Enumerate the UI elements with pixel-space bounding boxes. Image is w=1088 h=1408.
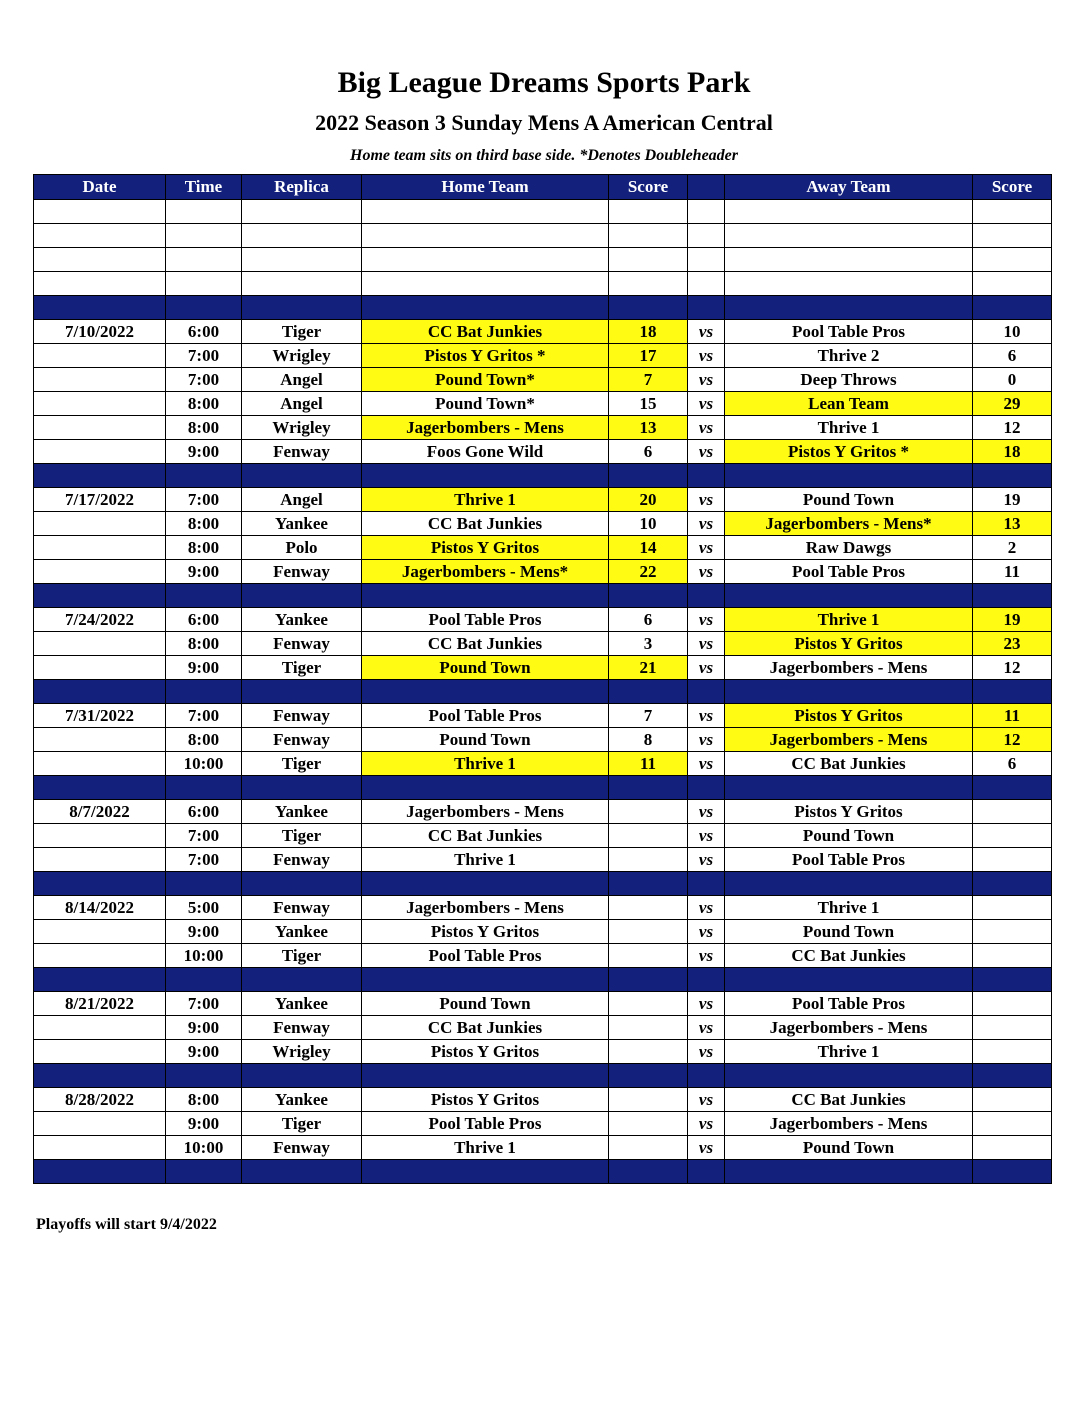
home-score-cell bbox=[609, 1136, 688, 1160]
home-team-cell: Thrive 1 bbox=[362, 1136, 609, 1160]
away-score-cell bbox=[973, 1040, 1052, 1064]
vs-label: vs bbox=[688, 728, 725, 752]
replica-cell: Fenway bbox=[242, 896, 362, 920]
time-cell: 9:00 bbox=[166, 1016, 242, 1040]
game-row bbox=[34, 1136, 1052, 1160]
game-row bbox=[34, 992, 1052, 1016]
away-team-cell: Thrive 2 bbox=[725, 344, 973, 368]
home-score-cell: 6 bbox=[609, 440, 688, 464]
time-cell: 9:00 bbox=[166, 920, 242, 944]
date-cell bbox=[34, 1040, 166, 1064]
away-team-cell: Jagerbombers - Mens bbox=[725, 1016, 973, 1040]
col-header-away-team: Away Team bbox=[725, 175, 973, 200]
game-row bbox=[34, 920, 1052, 944]
time-cell: 7:00 bbox=[166, 368, 242, 392]
away-team-cell: Thrive 1 bbox=[725, 896, 973, 920]
home-team-cell: Jagerbombers - Mens* bbox=[362, 560, 609, 584]
home-team-cell: Thrive 1 bbox=[362, 752, 609, 776]
time-cell: 7:00 bbox=[166, 704, 242, 728]
home-team-cell: Pound Town bbox=[362, 656, 609, 680]
week-separator bbox=[34, 968, 1052, 992]
away-score-cell bbox=[973, 800, 1052, 824]
home-score-cell bbox=[609, 1112, 688, 1136]
home-team-cell: Jagerbombers - Mens bbox=[362, 896, 609, 920]
home-team-cell: Jagerbombers - Mens bbox=[362, 800, 609, 824]
replica-cell: Tiger bbox=[242, 824, 362, 848]
date-cell bbox=[34, 824, 166, 848]
vs-label: vs bbox=[688, 536, 725, 560]
game-row bbox=[34, 344, 1052, 368]
home-team-cell: Thrive 1 bbox=[362, 848, 609, 872]
replica-cell: Fenway bbox=[242, 1016, 362, 1040]
game-row bbox=[34, 1088, 1052, 1112]
home-score-cell: 20 bbox=[609, 488, 688, 512]
date-cell bbox=[34, 536, 166, 560]
playoffs-note: Playoffs will start 9/4/2022 bbox=[36, 1216, 217, 1233]
week-separator bbox=[34, 584, 1052, 608]
replica-cell: Yankee bbox=[242, 1088, 362, 1112]
time-cell: 8:00 bbox=[166, 416, 242, 440]
game-row bbox=[34, 1016, 1052, 1040]
blank-row bbox=[34, 272, 1052, 296]
away-score-cell: 11 bbox=[973, 704, 1052, 728]
replica-cell: Polo bbox=[242, 536, 362, 560]
date-cell bbox=[34, 920, 166, 944]
game-row bbox=[34, 416, 1052, 440]
away-score-cell: 2 bbox=[973, 536, 1052, 560]
game-row bbox=[34, 632, 1052, 656]
game-row bbox=[34, 944, 1052, 968]
time-cell: 8:00 bbox=[166, 728, 242, 752]
home-score-cell: 3 bbox=[609, 632, 688, 656]
time-cell: 10:00 bbox=[166, 944, 242, 968]
date-cell: 8/14/2022 bbox=[34, 896, 166, 920]
vs-label: vs bbox=[688, 392, 725, 416]
home-team-cell: Pound Town* bbox=[362, 368, 609, 392]
week-separator bbox=[34, 296, 1052, 320]
date-cell bbox=[34, 656, 166, 680]
vs-label: vs bbox=[688, 1088, 725, 1112]
replica-cell: Yankee bbox=[242, 608, 362, 632]
game-row bbox=[34, 392, 1052, 416]
date-cell bbox=[34, 632, 166, 656]
game-row bbox=[34, 824, 1052, 848]
vs-label: vs bbox=[688, 320, 725, 344]
date-cell bbox=[34, 560, 166, 584]
away-score-cell: 23 bbox=[973, 632, 1052, 656]
time-cell: 6:00 bbox=[166, 320, 242, 344]
away-score-cell: 10 bbox=[973, 320, 1052, 344]
away-score-cell bbox=[973, 1136, 1052, 1160]
replica-cell: Wrigley bbox=[242, 416, 362, 440]
date-cell bbox=[34, 944, 166, 968]
away-score-cell bbox=[973, 992, 1052, 1016]
vs-label: vs bbox=[688, 416, 725, 440]
page-subtitle: 2022 Season 3 Sunday Mens A American Central bbox=[315, 110, 773, 135]
away-score-cell: 12 bbox=[973, 656, 1052, 680]
vs-label: vs bbox=[688, 896, 725, 920]
col-header-time: Time bbox=[166, 175, 242, 200]
vs-label: vs bbox=[688, 944, 725, 968]
time-cell: 5:00 bbox=[166, 896, 242, 920]
vs-label: vs bbox=[688, 800, 725, 824]
home-score-cell: 17 bbox=[609, 344, 688, 368]
date-cell bbox=[34, 1016, 166, 1040]
vs-label: vs bbox=[688, 1112, 725, 1136]
vs-label: vs bbox=[688, 512, 725, 536]
week-separator bbox=[34, 1064, 1052, 1088]
home-score-cell: 15 bbox=[609, 392, 688, 416]
vs-label: vs bbox=[688, 560, 725, 584]
date-cell: 8/21/2022 bbox=[34, 992, 166, 1016]
game-row bbox=[34, 656, 1052, 680]
game-row bbox=[34, 488, 1052, 512]
time-cell: 8:00 bbox=[166, 632, 242, 656]
away-team-cell: Pound Town bbox=[725, 1136, 973, 1160]
date-cell: 7/17/2022 bbox=[34, 488, 166, 512]
home-score-cell: 8 bbox=[609, 728, 688, 752]
vs-label: vs bbox=[688, 608, 725, 632]
game-row bbox=[34, 1040, 1052, 1064]
date-cell bbox=[34, 416, 166, 440]
time-cell: 9:00 bbox=[166, 440, 242, 464]
away-score-cell: 18 bbox=[973, 440, 1052, 464]
time-cell: 9:00 bbox=[166, 1040, 242, 1064]
home-score-cell: 14 bbox=[609, 536, 688, 560]
blank-row bbox=[34, 200, 1052, 224]
away-score-cell: 12 bbox=[973, 416, 1052, 440]
home-score-cell bbox=[609, 1016, 688, 1040]
page-title: Big League Dreams Sports Park bbox=[337, 66, 751, 99]
date-cell bbox=[34, 392, 166, 416]
replica-cell: Tiger bbox=[242, 944, 362, 968]
away-team-cell: Pound Town bbox=[725, 488, 973, 512]
col-header-date: Date bbox=[34, 175, 166, 200]
replica-cell: Fenway bbox=[242, 560, 362, 584]
vs-label: vs bbox=[688, 992, 725, 1016]
home-team-cell: Jagerbombers - Mens bbox=[362, 416, 609, 440]
home-score-cell: 7 bbox=[609, 704, 688, 728]
home-team-cell: Pool Table Pros bbox=[362, 944, 609, 968]
game-row bbox=[34, 800, 1052, 824]
away-score-cell bbox=[973, 824, 1052, 848]
schedule-body bbox=[34, 200, 1052, 1184]
replica-cell: Angel bbox=[242, 488, 362, 512]
home-score-cell bbox=[609, 944, 688, 968]
replica-cell: Fenway bbox=[242, 728, 362, 752]
home-team-cell: Pound Town* bbox=[362, 392, 609, 416]
away-score-cell bbox=[973, 1112, 1052, 1136]
date-cell bbox=[34, 752, 166, 776]
replica-cell: Fenway bbox=[242, 1136, 362, 1160]
away-score-cell: 19 bbox=[973, 608, 1052, 632]
replica-cell: Fenway bbox=[242, 704, 362, 728]
replica-cell: Fenway bbox=[242, 440, 362, 464]
away-team-cell: Pound Town bbox=[725, 920, 973, 944]
time-cell: 9:00 bbox=[166, 560, 242, 584]
away-score-cell: 19 bbox=[973, 488, 1052, 512]
col-header-away-score: Score bbox=[973, 175, 1052, 200]
away-team-cell: Thrive 1 bbox=[725, 1040, 973, 1064]
game-row bbox=[34, 896, 1052, 920]
home-team-cell: Pistos Y Gritos * bbox=[362, 344, 609, 368]
away-team-cell: Pool Table Pros bbox=[725, 560, 973, 584]
vs-label: vs bbox=[688, 848, 725, 872]
home-team-cell: Pistos Y Gritos bbox=[362, 536, 609, 560]
schedule-table bbox=[33, 174, 1052, 1184]
time-cell: 8:00 bbox=[166, 536, 242, 560]
vs-label: vs bbox=[688, 440, 725, 464]
vs-label: vs bbox=[688, 488, 725, 512]
away-score-cell bbox=[973, 1088, 1052, 1112]
date-cell: 7/10/2022 bbox=[34, 320, 166, 344]
time-cell: 7:00 bbox=[166, 824, 242, 848]
game-row bbox=[34, 704, 1052, 728]
away-team-cell: Deep Throws bbox=[725, 368, 973, 392]
home-team-cell: Pound Town bbox=[362, 992, 609, 1016]
time-cell: 8:00 bbox=[166, 1088, 242, 1112]
home-team-cell: Pistos Y Gritos bbox=[362, 1088, 609, 1112]
away-score-cell bbox=[973, 920, 1052, 944]
date-cell: 8/7/2022 bbox=[34, 800, 166, 824]
vs-label: vs bbox=[688, 632, 725, 656]
time-cell: 9:00 bbox=[166, 1112, 242, 1136]
away-score-cell: 29 bbox=[973, 392, 1052, 416]
away-team-cell: Jagerbombers - Mens bbox=[725, 1112, 973, 1136]
home-score-cell: 22 bbox=[609, 560, 688, 584]
home-score-cell: 11 bbox=[609, 752, 688, 776]
date-cell bbox=[34, 344, 166, 368]
home-score-cell bbox=[609, 896, 688, 920]
home-score-cell bbox=[609, 992, 688, 1016]
date-cell bbox=[34, 1136, 166, 1160]
replica-cell: Angel bbox=[242, 392, 362, 416]
home-team-cell: CC Bat Junkies bbox=[362, 512, 609, 536]
home-score-cell: 6 bbox=[609, 608, 688, 632]
away-team-cell: Pool Table Pros bbox=[725, 848, 973, 872]
vs-label: vs bbox=[688, 824, 725, 848]
home-score-cell: 7 bbox=[609, 368, 688, 392]
home-team-cell: CC Bat Junkies bbox=[362, 632, 609, 656]
date-cell bbox=[34, 512, 166, 536]
home-score-cell: 13 bbox=[609, 416, 688, 440]
away-team-cell: Pool Table Pros bbox=[725, 992, 973, 1016]
replica-cell: Fenway bbox=[242, 848, 362, 872]
replica-cell: Tiger bbox=[242, 656, 362, 680]
away-score-cell: 6 bbox=[973, 344, 1052, 368]
col-header-home-score: Score bbox=[609, 175, 688, 200]
away-team-cell: Pool Table Pros bbox=[725, 320, 973, 344]
away-team-cell: Thrive 1 bbox=[725, 416, 973, 440]
game-row bbox=[34, 320, 1052, 344]
home-score-cell bbox=[609, 848, 688, 872]
game-row bbox=[34, 560, 1052, 584]
vs-label: vs bbox=[688, 368, 725, 392]
home-score-cell bbox=[609, 800, 688, 824]
header-row bbox=[34, 175, 1052, 200]
away-team-cell: Pistos Y Gritos bbox=[725, 704, 973, 728]
time-cell: 10:00 bbox=[166, 1136, 242, 1160]
home-team-cell: Pool Table Pros bbox=[362, 704, 609, 728]
away-team-cell: Pound Town bbox=[725, 824, 973, 848]
away-team-cell: CC Bat Junkies bbox=[725, 944, 973, 968]
vs-label: vs bbox=[688, 1016, 725, 1040]
away-team-cell: Jagerbombers - Mens* bbox=[725, 512, 973, 536]
replica-cell: Wrigley bbox=[242, 1040, 362, 1064]
col-header-vs bbox=[688, 175, 725, 200]
time-cell: 9:00 bbox=[166, 656, 242, 680]
away-team-cell: CC Bat Junkies bbox=[725, 1088, 973, 1112]
col-header-replica: Replica bbox=[242, 175, 362, 200]
home-score-cell: 21 bbox=[609, 656, 688, 680]
away-team-cell: Thrive 1 bbox=[725, 608, 973, 632]
blank-row bbox=[34, 224, 1052, 248]
home-score-cell: 18 bbox=[609, 320, 688, 344]
home-team-cell: Foos Gone Wild bbox=[362, 440, 609, 464]
home-score-cell: 10 bbox=[609, 512, 688, 536]
away-team-cell: Raw Dawgs bbox=[725, 536, 973, 560]
date-cell: 8/28/2022 bbox=[34, 1088, 166, 1112]
replica-cell: Tiger bbox=[242, 320, 362, 344]
game-row bbox=[34, 752, 1052, 776]
home-score-cell bbox=[609, 920, 688, 944]
vs-label: vs bbox=[688, 704, 725, 728]
away-team-cell: Jagerbombers - Mens bbox=[725, 656, 973, 680]
vs-label: vs bbox=[688, 920, 725, 944]
blank-row bbox=[34, 248, 1052, 272]
home-team-cell: Thrive 1 bbox=[362, 488, 609, 512]
date-cell bbox=[34, 1112, 166, 1136]
home-score-cell bbox=[609, 1088, 688, 1112]
time-cell: 6:00 bbox=[166, 800, 242, 824]
game-row bbox=[34, 536, 1052, 560]
away-score-cell bbox=[973, 896, 1052, 920]
schedule-note: Home team sits on third base side. *Denotes Doubleheader bbox=[350, 147, 738, 164]
home-score-cell bbox=[609, 1040, 688, 1064]
home-team-cell: Pool Table Pros bbox=[362, 1112, 609, 1136]
week-separator bbox=[34, 1160, 1052, 1184]
time-cell: 7:00 bbox=[166, 848, 242, 872]
home-team-cell: Pound Town bbox=[362, 728, 609, 752]
vs-label: vs bbox=[688, 344, 725, 368]
time-cell: 8:00 bbox=[166, 512, 242, 536]
away-score-cell: 13 bbox=[973, 512, 1052, 536]
date-cell: 7/24/2022 bbox=[34, 608, 166, 632]
game-row bbox=[34, 848, 1052, 872]
time-cell: 7:00 bbox=[166, 992, 242, 1016]
home-team-cell: CC Bat Junkies bbox=[362, 320, 609, 344]
game-row bbox=[34, 440, 1052, 464]
replica-cell: Yankee bbox=[242, 512, 362, 536]
away-team-cell: Pistos Y Gritos bbox=[725, 632, 973, 656]
date-cell bbox=[34, 368, 166, 392]
away-score-cell: 11 bbox=[973, 560, 1052, 584]
replica-cell: Tiger bbox=[242, 1112, 362, 1136]
week-separator bbox=[34, 776, 1052, 800]
week-separator bbox=[34, 872, 1052, 896]
time-cell: 6:00 bbox=[166, 608, 242, 632]
week-separator bbox=[34, 464, 1052, 488]
col-header-home-team: Home Team bbox=[362, 175, 609, 200]
time-cell: 7:00 bbox=[166, 344, 242, 368]
away-score-cell: 0 bbox=[973, 368, 1052, 392]
away-score-cell: 12 bbox=[973, 728, 1052, 752]
home-team-cell: Pistos Y Gritos bbox=[362, 1040, 609, 1064]
replica-cell: Wrigley bbox=[242, 344, 362, 368]
home-team-cell: CC Bat Junkies bbox=[362, 824, 609, 848]
vs-label: vs bbox=[688, 752, 725, 776]
replica-cell: Fenway bbox=[242, 632, 362, 656]
game-row bbox=[34, 512, 1052, 536]
home-team-cell: CC Bat Junkies bbox=[362, 1016, 609, 1040]
vs-label: vs bbox=[688, 1136, 725, 1160]
away-score-cell: 6 bbox=[973, 752, 1052, 776]
game-row bbox=[34, 728, 1052, 752]
home-team-cell: Pool Table Pros bbox=[362, 608, 609, 632]
away-score-cell bbox=[973, 1016, 1052, 1040]
time-cell: 7:00 bbox=[166, 488, 242, 512]
away-score-cell bbox=[973, 944, 1052, 968]
replica-cell: Angel bbox=[242, 368, 362, 392]
home-team-cell: Pistos Y Gritos bbox=[362, 920, 609, 944]
game-row bbox=[34, 1112, 1052, 1136]
date-cell bbox=[34, 848, 166, 872]
away-team-cell: Pistos Y Gritos bbox=[725, 800, 973, 824]
replica-cell: Yankee bbox=[242, 920, 362, 944]
vs-label: vs bbox=[688, 656, 725, 680]
away-score-cell bbox=[973, 848, 1052, 872]
away-team-cell: Jagerbombers - Mens bbox=[725, 728, 973, 752]
date-cell: 7/31/2022 bbox=[34, 704, 166, 728]
away-team-cell: Pistos Y Gritos * bbox=[725, 440, 973, 464]
date-cell bbox=[34, 728, 166, 752]
game-row bbox=[34, 368, 1052, 392]
game-row bbox=[34, 608, 1052, 632]
home-score-cell bbox=[609, 824, 688, 848]
replica-cell: Yankee bbox=[242, 992, 362, 1016]
time-cell: 8:00 bbox=[166, 392, 242, 416]
away-team-cell: Lean Team bbox=[725, 392, 973, 416]
replica-cell: Yankee bbox=[242, 800, 362, 824]
date-cell bbox=[34, 440, 166, 464]
away-team-cell: CC Bat Junkies bbox=[725, 752, 973, 776]
replica-cell: Tiger bbox=[242, 752, 362, 776]
week-separator bbox=[34, 680, 1052, 704]
time-cell: 10:00 bbox=[166, 752, 242, 776]
vs-label: vs bbox=[688, 1040, 725, 1064]
